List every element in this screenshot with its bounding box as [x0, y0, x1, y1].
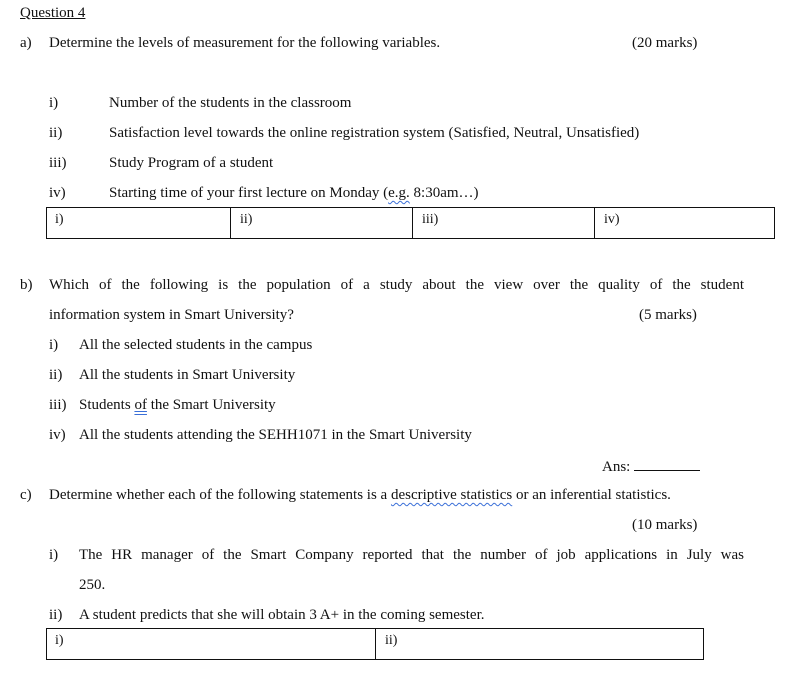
- part-b-option-1-text: All the selected students in the campus: [79, 337, 313, 353]
- part-a-answer-cell-4-label: iv): [604, 212, 620, 227]
- part-a-item-2-text: Satisfaction level towards the online registration system (Satisfied, Neutral, Unsatisfied): [109, 125, 640, 141]
- part-a-item-4-num: iv): [49, 185, 66, 201]
- part-a-answer-cell-1[interactable]: [47, 208, 230, 238]
- part-b-option-3-text-after: the Smart University: [146, 397, 276, 413]
- part-c-item-2-num: ii): [49, 607, 63, 623]
- part-b-answer-blank[interactable]: [634, 456, 700, 471]
- part-c-answer-cell-1-label: i): [55, 633, 64, 648]
- part-b-option-3-text-marked: of: [134, 397, 147, 413]
- part-a-answer-cell-3[interactable]: [412, 208, 595, 238]
- part-c-prompt-marked: descriptive statistics: [390, 487, 513, 503]
- part-a-item-4-text-marked: e.g.: [388, 185, 410, 201]
- part-a-answer-cell-4[interactable]: [594, 208, 776, 238]
- part-a-item-1-text: Number of the students in the classroom: [109, 95, 352, 111]
- part-b-ans-label: Ans:: [602, 459, 631, 475]
- part-a-answer-cell-3-label: iii): [422, 212, 439, 227]
- part-a-letter: a): [20, 35, 32, 51]
- part-b-answer: [602, 456, 700, 476]
- part-c-prompt-after: or an inferential statistics.: [512, 487, 671, 503]
- question-title: Question 4: [20, 5, 86, 21]
- part-a-item-4-text-before: Starting time of your first lecture on Monday (: [109, 185, 389, 201]
- part-b-option-3-num: iii): [49, 397, 67, 413]
- part-b-option-1-num: i): [49, 337, 59, 353]
- part-c-item-1-num: i): [49, 547, 59, 563]
- part-b-letter: b): [20, 277, 33, 293]
- part-c-answer-table: [46, 628, 704, 660]
- part-b-option-2-num: ii): [49, 367, 63, 383]
- part-b-prompt-line-2: information system in Smart University?: [49, 307, 294, 323]
- part-c-item-2-line-1: A student predicts that she will obtain 3 A+ in the coming semester.: [79, 607, 485, 623]
- part-a-item-1-num: i): [49, 95, 59, 111]
- part-a-item-3-text: Study Program of a student: [109, 155, 274, 171]
- part-b-option-3-text-before: Students: [79, 397, 135, 413]
- part-b-option-4-text: All the students attending the SEHH1071 in the Smart University: [79, 427, 472, 443]
- part-b-option-4-num: iv): [49, 427, 66, 443]
- part-b-option-3-text: [79, 396, 276, 414]
- part-a-item-3-num: iii): [49, 155, 67, 171]
- part-a-item-4-text: [109, 184, 479, 202]
- part-a-item-2-num: ii): [49, 125, 63, 141]
- part-b-marks: (5 marks): [639, 307, 697, 323]
- part-c-answer-cell-1[interactable]: [47, 629, 375, 659]
- part-c-prompt: [49, 486, 671, 504]
- part-b-prompt-line-1: Which of the following is the population of a study about the view over the quality of the student: [49, 277, 744, 293]
- part-a-answer-cell-2-label: ii): [240, 212, 253, 227]
- part-a-prompt: Determine the levels of measurement for the following variables.: [49, 35, 441, 51]
- part-a-answer-table: [46, 207, 775, 239]
- part-c-item-1-line-2: 250.: [79, 577, 106, 593]
- part-c-answer-cell-2-label: ii): [385, 633, 398, 648]
- part-c-answer-cell-2[interactable]: [375, 629, 705, 659]
- part-c-marks: (10 marks): [632, 517, 698, 533]
- part-c-prompt-before: Determine whether each of the following statements is a: [49, 487, 391, 503]
- part-a-answer-cell-1-label: i): [55, 212, 64, 227]
- part-c-letter: c): [20, 487, 32, 503]
- part-a-answer-cell-2[interactable]: [230, 208, 413, 238]
- part-c-item-1-line-1: The HR manager of the Smart Company reported that the number of job applications in July was: [79, 547, 744, 563]
- part-a-item-4-text-after: 8:30am…): [409, 185, 479, 201]
- part-a-marks: (20 marks): [632, 35, 698, 51]
- part-b-option-2-text: All the students in Smart University: [79, 367, 296, 383]
